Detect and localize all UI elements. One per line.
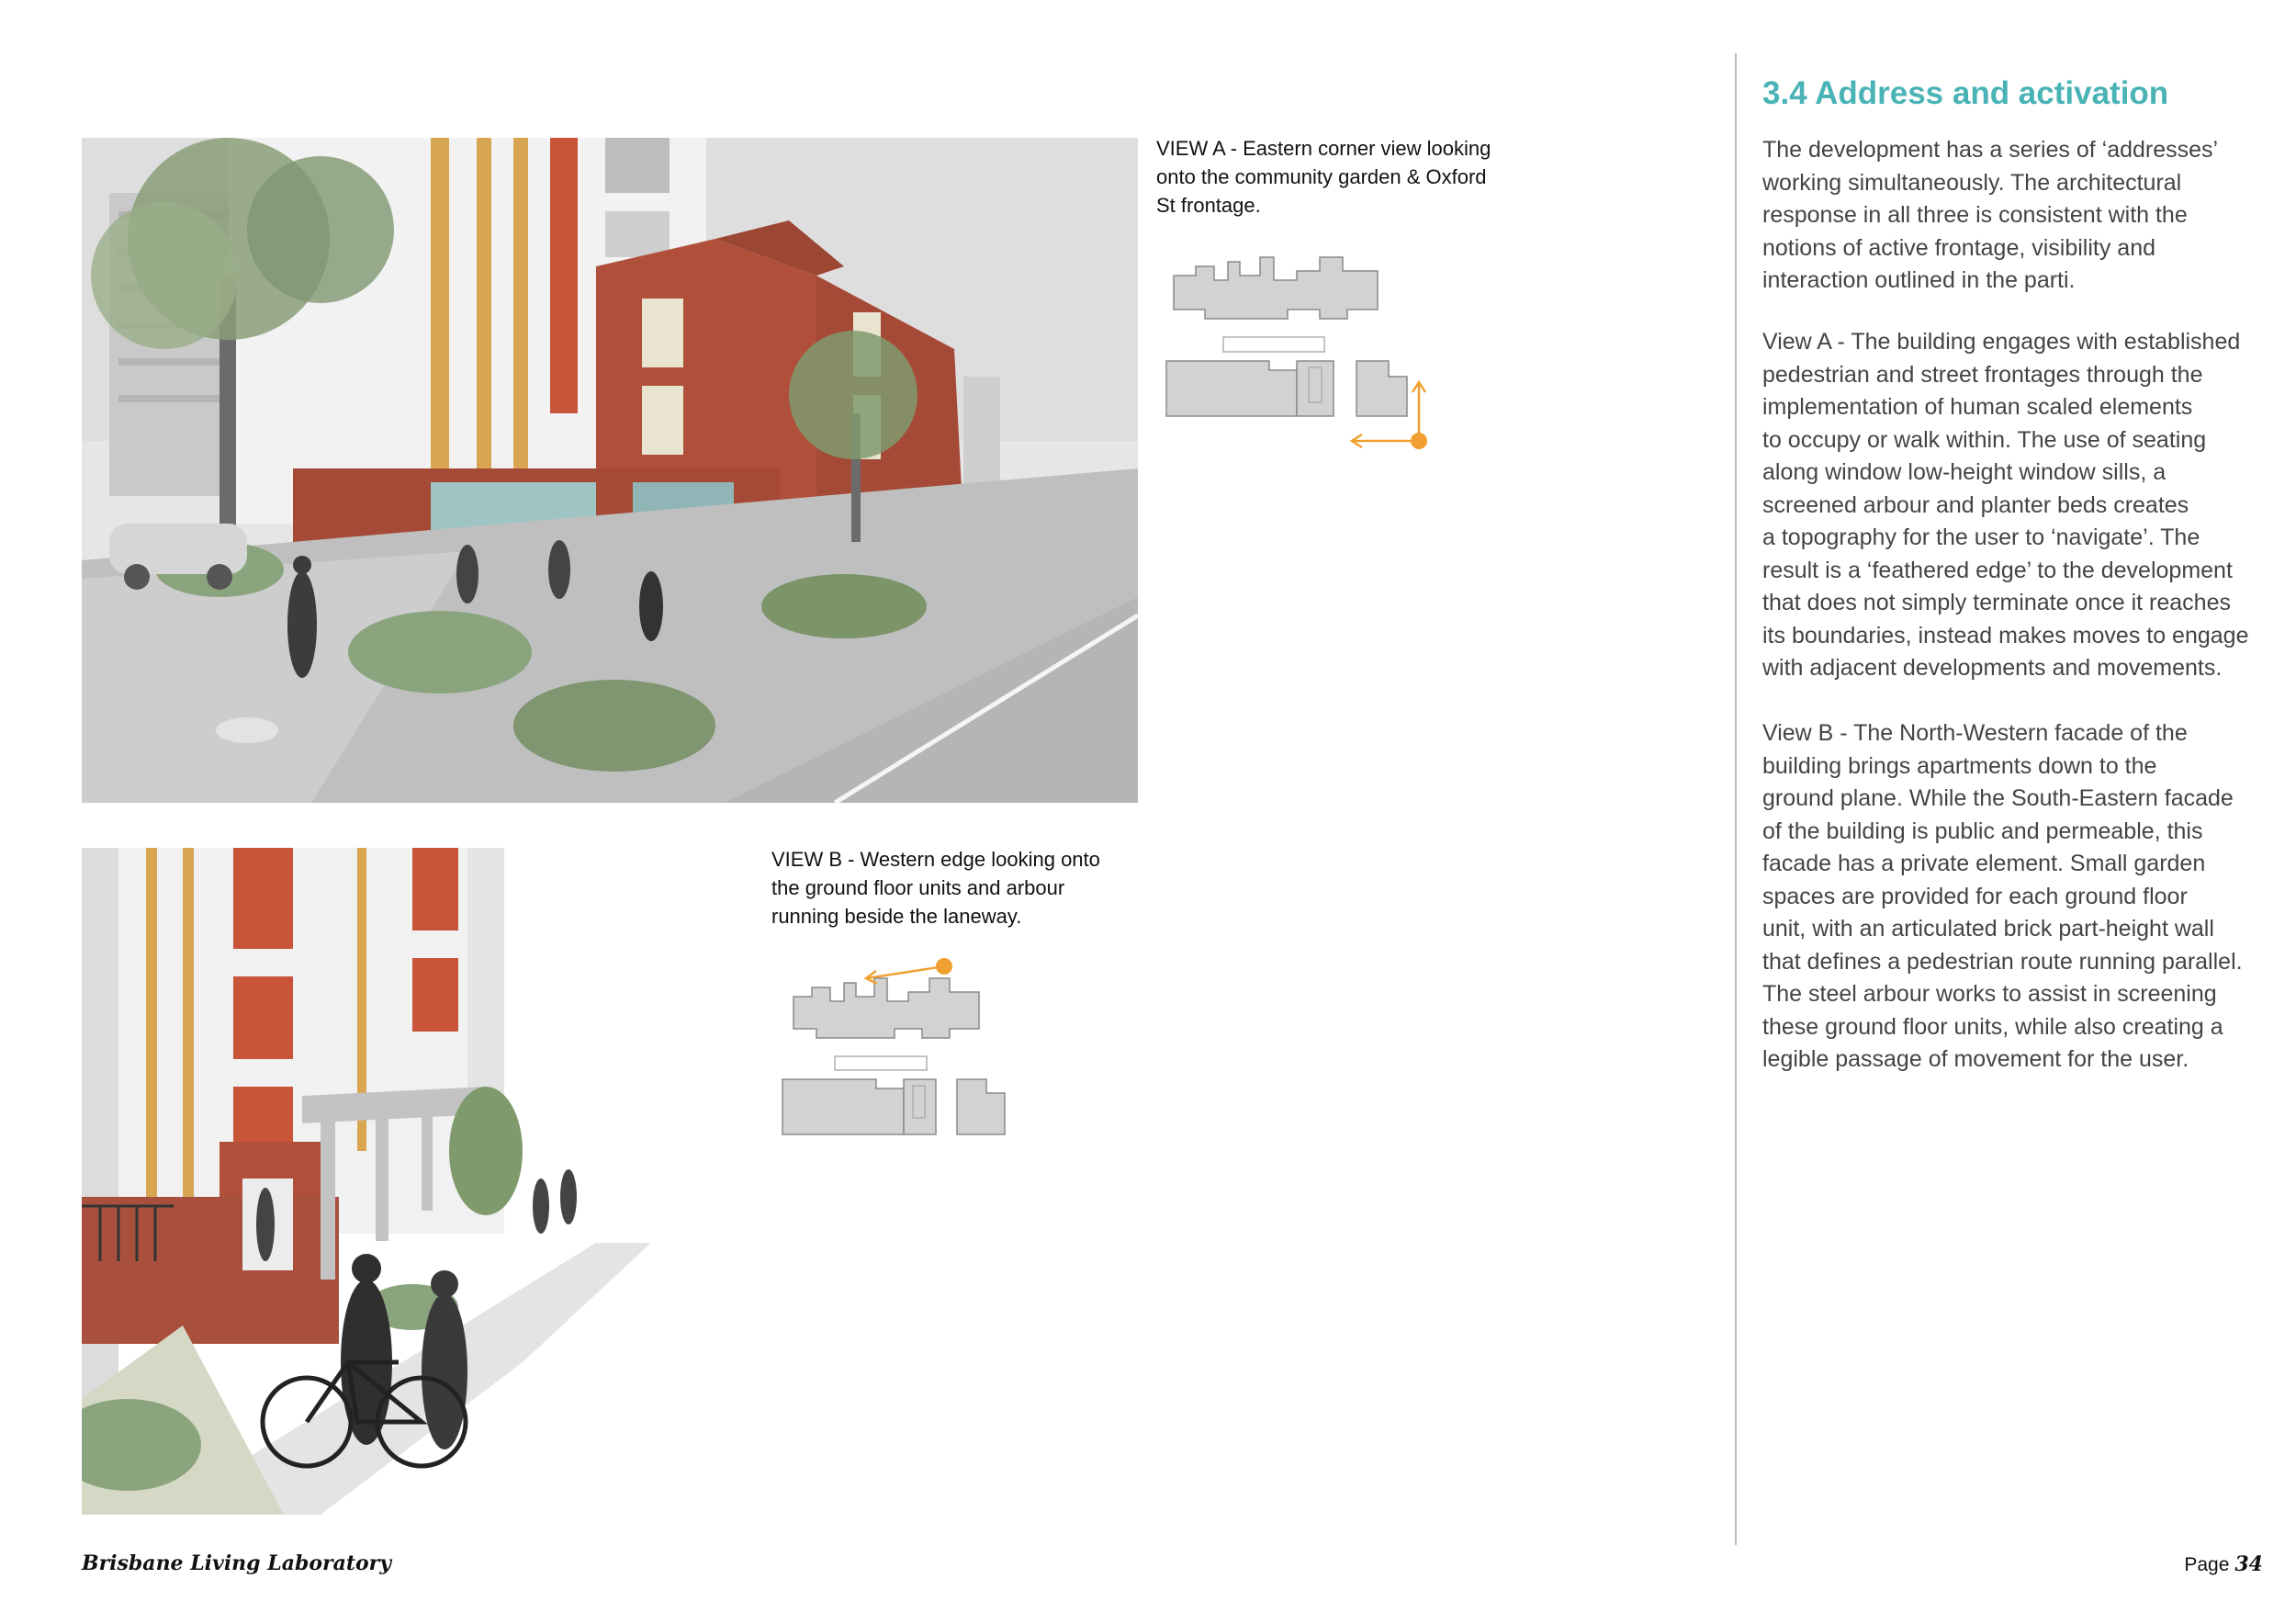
text-line: interaction outlined in the parti. [1762, 267, 2076, 293]
view-b-keyplan [775, 955, 1032, 1148]
text-line: notions of active frontage, visibility and [1762, 234, 2156, 261]
text-line: The development has a series of ‘addresses’ [1762, 137, 2219, 163]
text-line: The steel arbour works to assist in screening [1762, 981, 2217, 1007]
view-b-paragraph [1762, 717, 2277, 1077]
text-line: View A - The building engages with established [1762, 329, 2241, 355]
intro-paragraph [1762, 134, 2277, 298]
text-line: response in all three is consistent with the [1762, 202, 2188, 228]
column-divider [1735, 53, 1737, 1545]
text-line: these ground floor units, while also creating a [1762, 1013, 2223, 1040]
text-line: pedestrian and street frontages through the [1762, 361, 2203, 388]
text-line: result is a ‘feathered edge’ to the development [1762, 557, 2233, 583]
text-line: facade has a private element. Small garden [1762, 851, 2206, 876]
text-line: its boundaries, instead makes moves to engage [1762, 622, 2249, 648]
caption-line: the ground floor units and arbour [771, 876, 1065, 899]
view-a-paragraph [1762, 326, 2277, 685]
view-b-render [82, 848, 749, 1515]
view-a-keyplan [1159, 253, 1444, 455]
caption-line: St frontage. [1156, 194, 1261, 217]
text-line: along window low-height window sills, a [1762, 459, 2167, 485]
text-line: building brings apartments down to the [1762, 752, 2157, 779]
caption-line: running beside the laneway. [771, 905, 1022, 928]
text-line: legible passage of movement for the user. [1762, 1046, 2189, 1072]
text-line: screened arbour and planter beds creates [1762, 491, 2189, 518]
view-a-caption [1156, 134, 1542, 220]
footer-title: Brisbane Living Laboratory [82, 1551, 392, 1575]
text-line: that does not simply terminate once it reaches [1762, 590, 2231, 615]
text-line: unit, with an articulated brick part-height wall [1762, 916, 2214, 942]
caption-line: VIEW B - Western edge looking onto [771, 848, 1100, 871]
view-a-render [82, 138, 1138, 803]
text-line: of the building is public and permeable, this [1762, 818, 2203, 844]
text-line: working simultaneously. The architectural [1762, 169, 2182, 196]
page-number-value: 34 [2234, 1552, 2263, 1576]
caption-line: VIEW A - Eastern corner view looking [1156, 137, 1491, 160]
text-line: a topography for the user to ‘navigate’. The [1762, 524, 2200, 550]
caption-line: onto the community garden & Oxford [1156, 165, 1487, 188]
text-line: implementation of human scaled elements [1762, 394, 2193, 420]
page-label: Page [2184, 1554, 2230, 1575]
text-line: with adjacent developments and movements. [1762, 655, 2223, 681]
text-line: ground plane. While the South-Eastern facade [1762, 785, 2234, 811]
section-title: 3.4 Address and activation [1762, 75, 2169, 111]
view-b-caption [771, 845, 1157, 930]
text-line: View B - The North-Western facade of the [1762, 720, 2188, 746]
page-number [2184, 1552, 2263, 1576]
text-line: that defines a pedestrian route running parallel. [1762, 948, 2243, 975]
text-line: to occupy or walk within. The use of seating [1762, 426, 2207, 453]
text-line: spaces are provided for each ground floor [1762, 883, 2188, 909]
